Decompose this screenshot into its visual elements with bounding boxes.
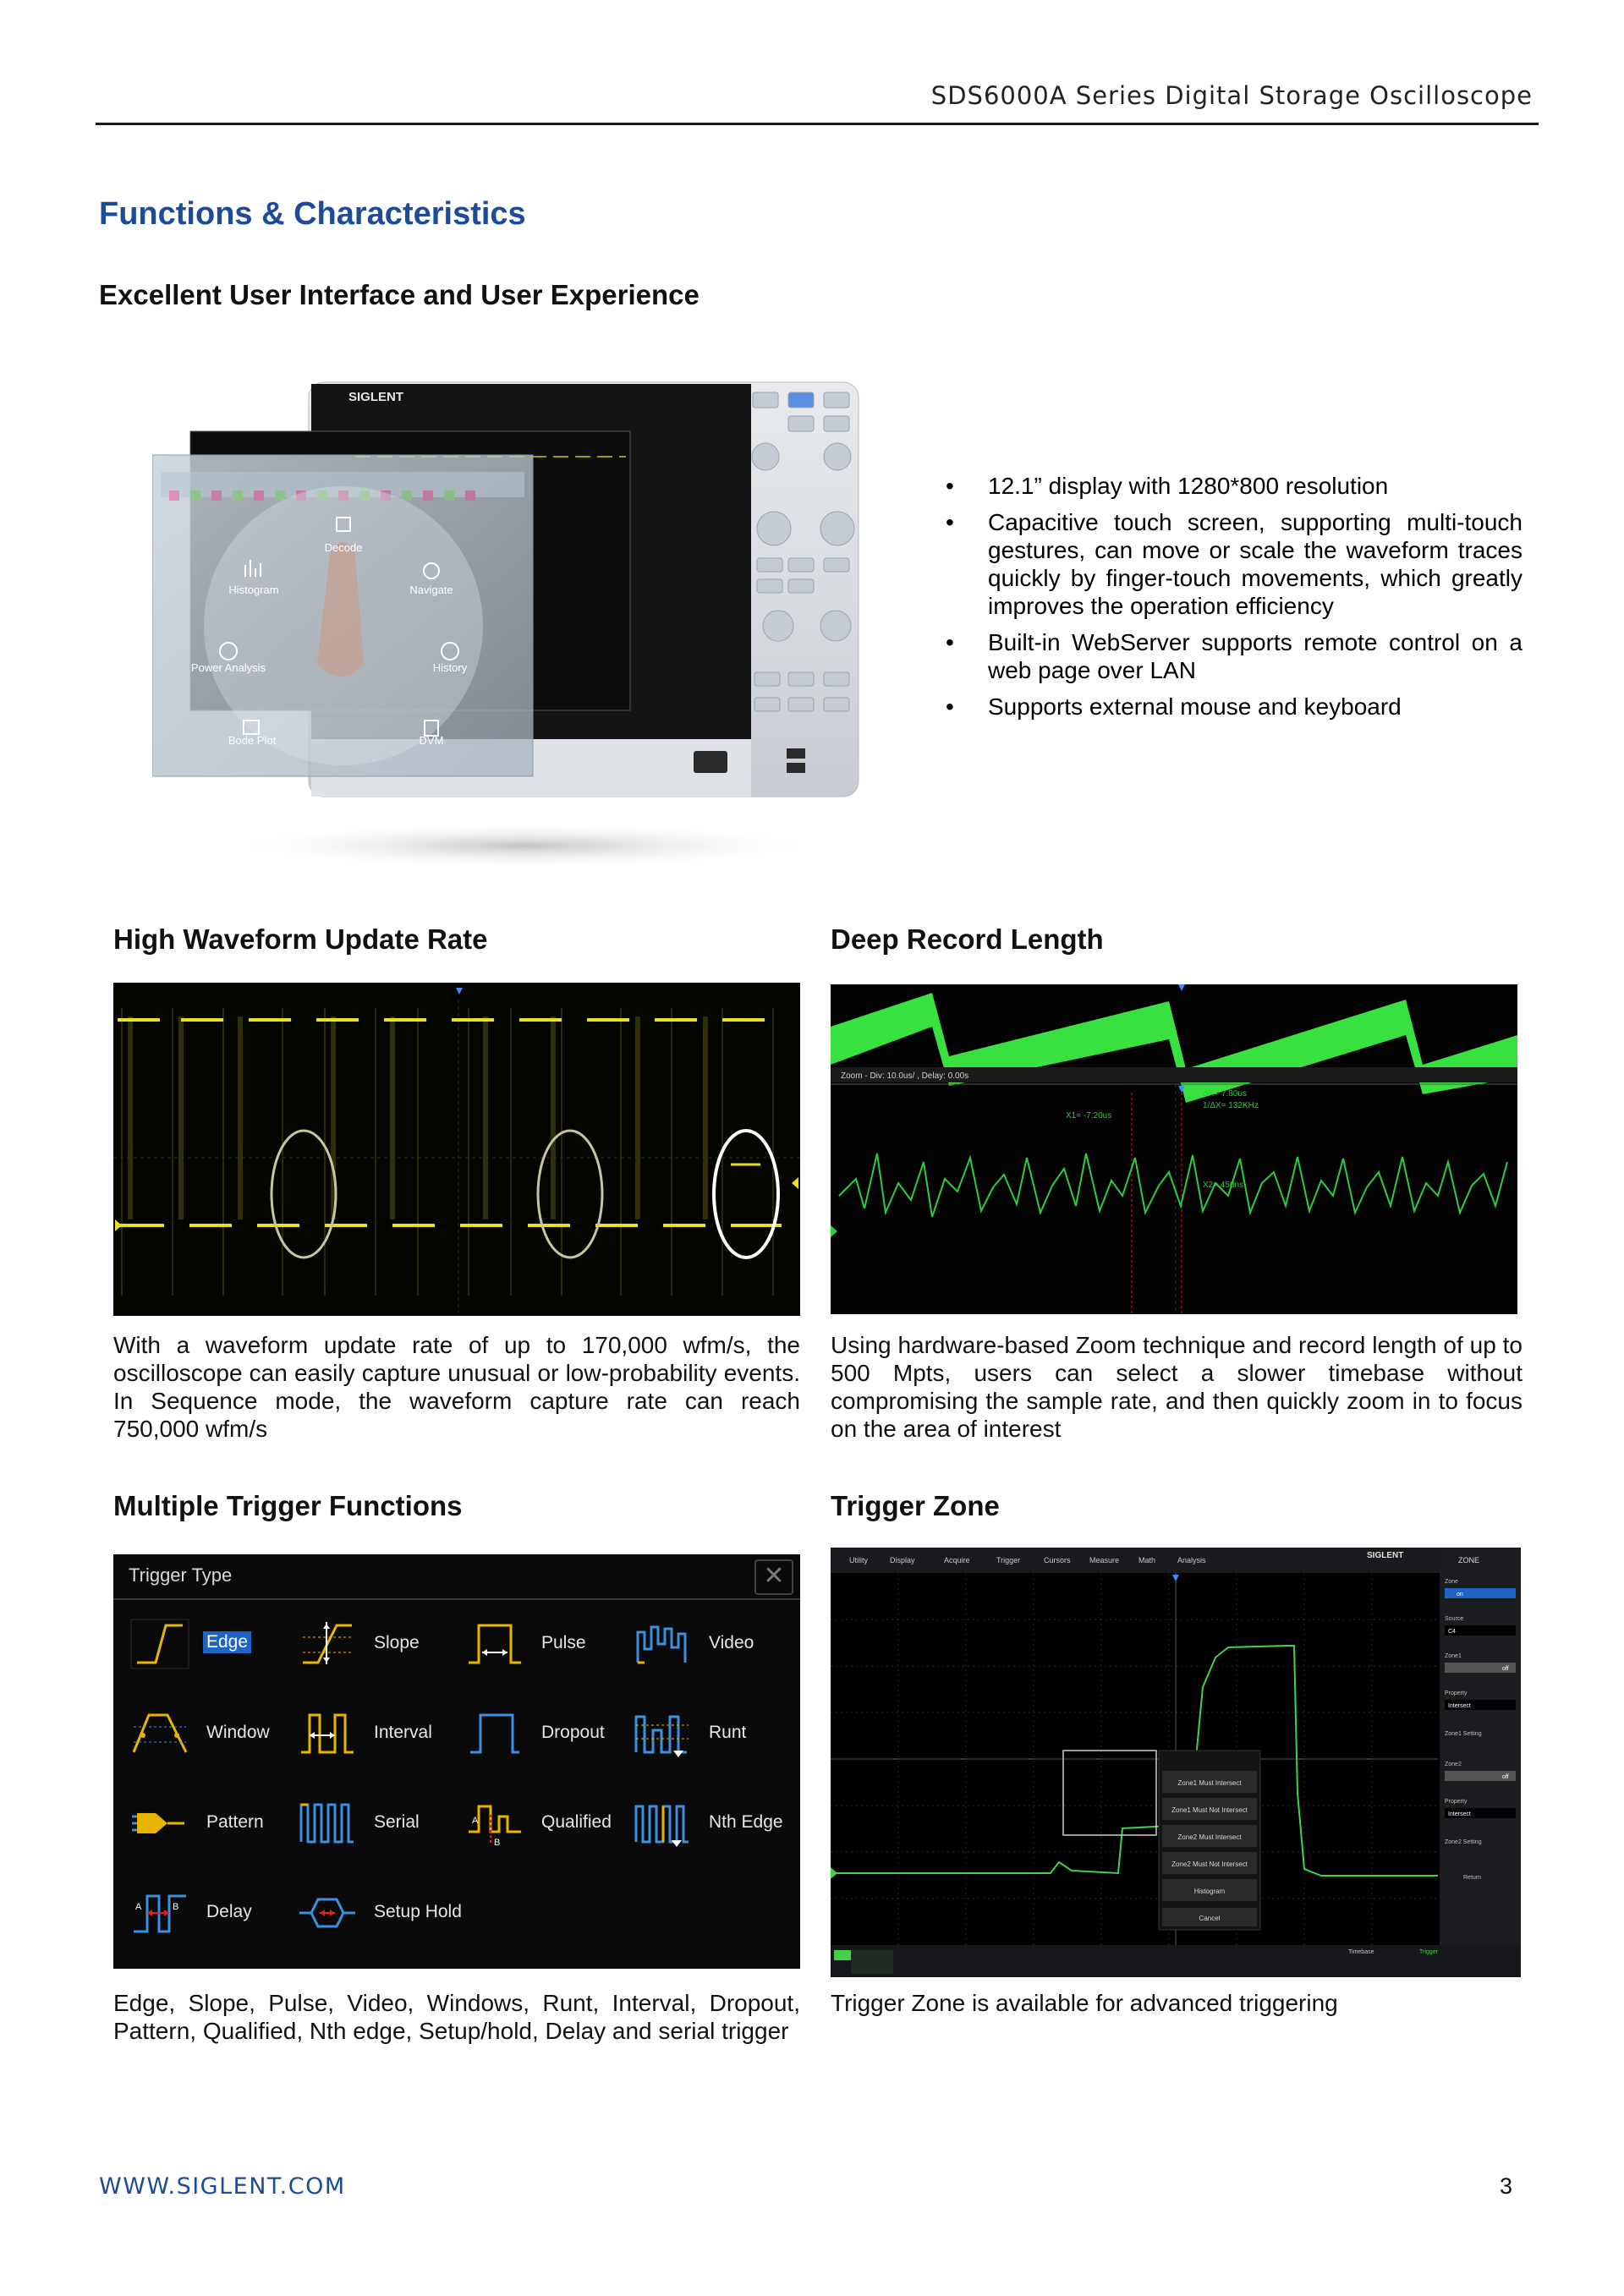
menu-analysis: Analysis bbox=[1177, 1556, 1206, 1564]
runt-icon bbox=[633, 1708, 692, 1759]
popup-zone2-intersect: Zone2 Must Intersect bbox=[1177, 1833, 1242, 1841]
side-property-2-value: Intersect bbox=[1448, 1811, 1471, 1817]
feature-item: • Capacitive touch screen, supporting multi-touch gestures, can move or scale the waveform traces quickly by finger-touch movements, which greatly improves the operation efficiency bbox=[946, 508, 1522, 620]
svg-text:A: A bbox=[135, 1902, 142, 1912]
trigger-pulse[interactable] bbox=[465, 1619, 633, 1669]
record-length-description: Using hardware-based Zoom technique and record length of up to 500 Mpts, users can select a slower timebase without compromising the sample rate, and then quickly zoom in to focus on the area of interest bbox=[831, 1332, 1522, 1442]
trigger-pulse-label: Pulse bbox=[541, 1633, 586, 1652]
side-zone2-setting: Zone2 Setting bbox=[1445, 1839, 1482, 1845]
side-return: Return bbox=[1463, 1875, 1482, 1881]
menu-acquire: Acquire bbox=[944, 1556, 970, 1564]
cursor-delta-x: ΔX= 7.80us bbox=[1203, 1089, 1247, 1099]
product-image bbox=[152, 372, 880, 871]
side-property: Property bbox=[1445, 1690, 1468, 1696]
section-title: Functions & Characteristics bbox=[99, 196, 526, 232]
trigger-delay[interactable] bbox=[130, 1888, 298, 1938]
side-zone2-value: off bbox=[1502, 1774, 1509, 1780]
menu-dvm: DVM bbox=[419, 734, 444, 747]
trigger-runt-label: Runt bbox=[709, 1723, 747, 1742]
trigger-slope-label: Slope bbox=[374, 1633, 420, 1652]
svg-text:A: A bbox=[472, 1816, 479, 1826]
menu-navigate: Navigate bbox=[409, 584, 453, 596]
record-length-title: Deep Record Length bbox=[831, 923, 1104, 955]
trigger-setup-hold[interactable] bbox=[298, 1888, 492, 1938]
cursor-inverse-delta: 1/ΔX= 132KHz bbox=[1203, 1101, 1259, 1110]
trigger-zone-screenshot bbox=[831, 1548, 1521, 1977]
status-timebase: Timebase bbox=[1348, 1949, 1374, 1955]
screen-brand: SIGLENT bbox=[1367, 1551, 1404, 1560]
delay-icon bbox=[130, 1888, 189, 1938]
pulse-icon bbox=[465, 1619, 524, 1669]
serial-icon bbox=[298, 1798, 357, 1849]
trigger-delay-label: Delay bbox=[206, 1902, 252, 1921]
update-rate-screenshot bbox=[113, 983, 800, 1316]
trigger-pattern-label: Pattern bbox=[206, 1812, 264, 1832]
qualified-icon bbox=[465, 1798, 524, 1849]
video-icon bbox=[633, 1619, 692, 1669]
trigger-serial-label: Serial bbox=[374, 1812, 420, 1832]
nth-edge-icon bbox=[633, 1798, 692, 1849]
menu-utility: Utility bbox=[849, 1556, 868, 1564]
setup-hold-icon bbox=[298, 1888, 357, 1938]
update-rate-title: High Waveform Update Rate bbox=[113, 923, 488, 955]
header-divider bbox=[96, 123, 1539, 125]
menu-math: Math bbox=[1138, 1556, 1156, 1564]
popup-histogram: Histogram bbox=[1193, 1888, 1226, 1895]
popup-zone1-not-intersect: Zone1 Must Not Intersect bbox=[1171, 1806, 1248, 1814]
intro-subtitle: Excellent User Interface and User Experience bbox=[99, 279, 700, 310]
trigger-qualified[interactable] bbox=[465, 1798, 633, 1849]
cursor-x2: X2= 450ns bbox=[1203, 1181, 1244, 1190]
brand-label: SIGLENT bbox=[348, 390, 404, 404]
feature-item: • Built-in WebServer supports remote control on a web page over LAN bbox=[946, 628, 1522, 684]
trigger-slope[interactable] bbox=[298, 1619, 465, 1669]
document-title: SDS6000A Series Digital Storage Oscilloscope bbox=[930, 81, 1533, 110]
side-property-2: Property bbox=[1445, 1799, 1468, 1805]
menu-trigger: Trigger bbox=[996, 1556, 1021, 1564]
trigger-dropout[interactable] bbox=[465, 1708, 633, 1759]
interval-icon bbox=[298, 1708, 357, 1759]
trigger-functions-title: Multiple Trigger Functions bbox=[113, 1490, 463, 1521]
trigger-dropout-label: Dropout bbox=[541, 1723, 605, 1742]
cursor-x1: X1= -7.20us bbox=[1066, 1111, 1112, 1121]
feature-item: • Supports external mouse and keyboard bbox=[946, 693, 1522, 721]
trigger-interval[interactable] bbox=[298, 1708, 465, 1759]
trigger-window-label: Window bbox=[206, 1723, 270, 1742]
side-zone-value: on bbox=[1457, 1592, 1463, 1597]
footer-url[interactable]: WWW.SIGLENT.COM bbox=[99, 2173, 346, 2200]
menu-power-analysis: Power Analysis bbox=[190, 661, 266, 674]
dropout-icon bbox=[465, 1708, 524, 1759]
zone-panel-title: ZONE bbox=[1458, 1556, 1480, 1564]
side-source-value: C4 bbox=[1448, 1629, 1456, 1635]
trigger-nth-edge-label: Nth Edge bbox=[709, 1812, 783, 1832]
trigger-window[interactable] bbox=[130, 1708, 298, 1759]
trigger-interval-label: Interval bbox=[374, 1723, 432, 1742]
trigger-zone-title: Trigger Zone bbox=[831, 1490, 1000, 1521]
edge-icon bbox=[130, 1619, 189, 1669]
feature-list bbox=[946, 472, 1522, 729]
side-zone1-value: off bbox=[1502, 1666, 1509, 1672]
popup-zone1-intersect: Zone1 Must Intersect bbox=[1177, 1779, 1242, 1787]
trigger-runt[interactable] bbox=[633, 1708, 800, 1759]
menu-decode: Decode bbox=[324, 541, 363, 554]
trigger-edge[interactable] bbox=[130, 1619, 298, 1669]
slope-icon bbox=[298, 1619, 357, 1669]
trigger-nth-edge[interactable] bbox=[633, 1798, 800, 1849]
trigger-video-label: Video bbox=[709, 1633, 754, 1652]
side-zone: Zone bbox=[1445, 1579, 1458, 1585]
popup-zone2-not-intersect: Zone2 Must Not Intersect bbox=[1171, 1860, 1248, 1868]
trigger-zone-description: Trigger Zone is available for advanced triggering bbox=[831, 1990, 1338, 2016]
page-number: 3 bbox=[1499, 2173, 1512, 2199]
trigger-functions-description: Edge, Slope, Pulse, Video, Windows, Runt, Interval, Dropout, Pattern, Qualified, Nth edge, Setup/hold, Delay and serial trigger bbox=[113, 1990, 800, 2044]
svg-text:B: B bbox=[173, 1902, 179, 1912]
trigger-edge-label: Edge bbox=[203, 1631, 251, 1653]
trigger-pattern[interactable] bbox=[130, 1798, 298, 1849]
svg-text:B: B bbox=[494, 1838, 501, 1848]
close-icon[interactable]: ✕ bbox=[754, 1559, 793, 1595]
trigger-type-header bbox=[113, 1554, 800, 1600]
status-trigger: Trigger bbox=[1419, 1949, 1438, 1955]
trigger-type-title: Trigger Type bbox=[129, 1564, 233, 1586]
trigger-qualified-label: Qualified bbox=[541, 1812, 612, 1832]
side-source: Source bbox=[1445, 1616, 1464, 1622]
menu-history: History bbox=[432, 661, 468, 674]
menu-display: Display bbox=[890, 1556, 915, 1564]
update-rate-description: With a waveform update rate of up to 170,000 wfm/s, the oscilloscope can easily capture unusual or low-probability events. In Sequence mode, the waveform capture rate can reach 750,000 wfm/s bbox=[113, 1332, 800, 1442]
side-zone1: Zone1 bbox=[1445, 1653, 1462, 1659]
side-zone1-setting: Zone1 Setting bbox=[1445, 1731, 1482, 1737]
trigger-setup-hold-label: Setup Hold bbox=[374, 1902, 462, 1921]
trigger-serial[interactable] bbox=[298, 1798, 465, 1849]
window-icon bbox=[130, 1708, 189, 1759]
menu-cursors: Cursors bbox=[1044, 1556, 1071, 1564]
side-zone2: Zone2 bbox=[1445, 1762, 1462, 1767]
zoom-label: Zoom - Div: 10.0us/ , Delay: 0.00s bbox=[841, 1071, 969, 1081]
menu-histogram: Histogram bbox=[228, 584, 279, 596]
side-property-value: Intersect bbox=[1448, 1703, 1471, 1709]
trigger-type-panel bbox=[113, 1554, 800, 1969]
menu-measure: Measure bbox=[1089, 1556, 1120, 1564]
trigger-video[interactable] bbox=[633, 1619, 800, 1669]
pattern-icon bbox=[130, 1798, 189, 1849]
menu-bode-plot: Bode Plot bbox=[228, 734, 277, 747]
feature-item: • 12.1” display with 1280*800 resolution bbox=[946, 472, 1522, 500]
record-length-screenshot bbox=[831, 984, 1517, 1314]
popup-cancel: Cancel bbox=[1199, 1915, 1221, 1922]
